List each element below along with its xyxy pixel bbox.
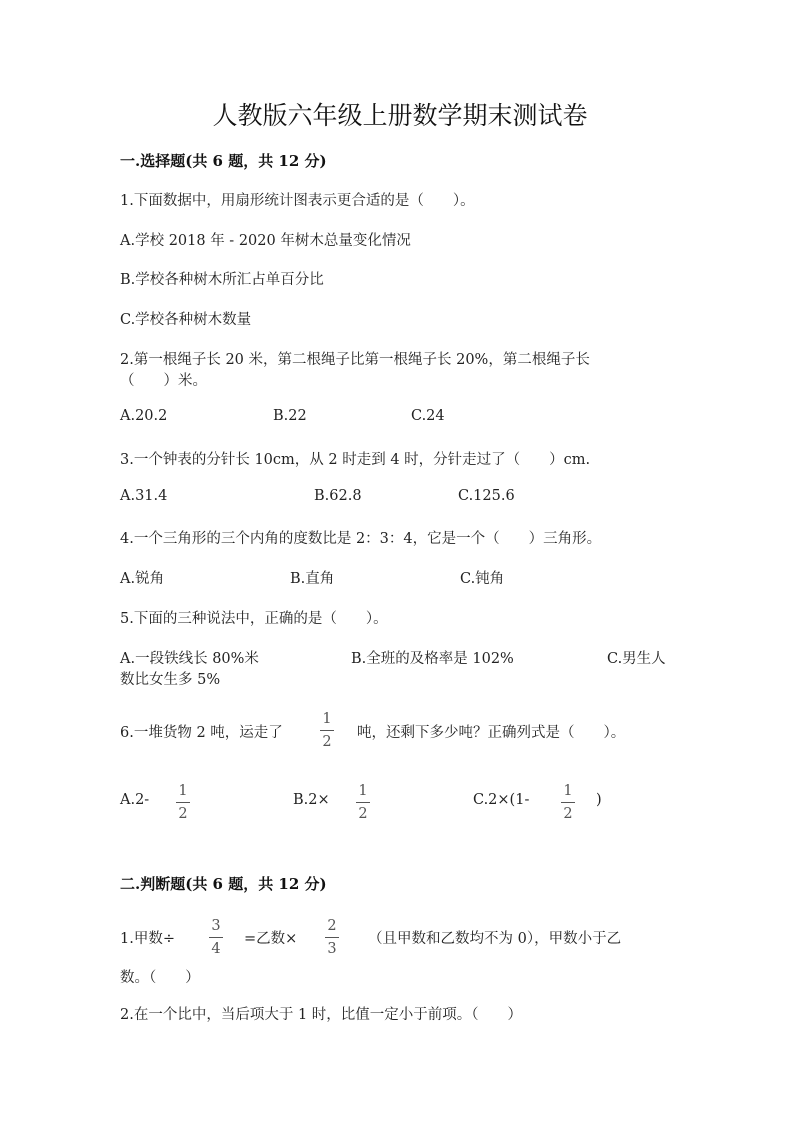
fraction-numerator: 1 — [563, 783, 573, 799]
question-5-option-b: B.全班的及格率是 102% — [351, 651, 514, 667]
question-3-option-c: C.125.6 — [458, 488, 515, 504]
question-5-option-c-line1: C.男生人 — [607, 651, 666, 667]
question-6-option-c-close: ) — [596, 792, 602, 808]
question-3-stem: 3.一个钟表的分针长 10cm，从 2 时走到 4 时，分针走过了（ ）cm. — [120, 452, 591, 468]
fraction-denominator: 3 — [327, 941, 337, 957]
fraction-bar — [561, 802, 575, 803]
question-3-option-b: B.62.8 — [314, 488, 362, 504]
question-5-option-c-line2: 数比女生多 5% — [120, 672, 221, 688]
judgment-1-post: （且甲数和乙数均不为 0），甲数小于乙 — [368, 931, 622, 947]
question-5-stem: 5.下面的三种说法中，正确的是（ ）。 — [120, 611, 388, 627]
fraction-denominator: 2 — [178, 806, 188, 822]
fraction-denominator: 2 — [322, 734, 332, 750]
question-2-stem-line1: 2.第一根绳子长 20 米，第二根绳子比第一根绳子长 20%，第二根绳子长 — [120, 352, 590, 368]
fraction-bar — [176, 802, 190, 803]
fraction-denominator: 2 — [563, 806, 573, 822]
question-4-stem: 4.一个三角形的三个内角的度数比是 2：3：4，它是一个（ ）三角形。 — [120, 531, 602, 547]
question-4-option-b: B.直角 — [290, 571, 335, 587]
fraction-denominator: 2 — [358, 806, 368, 822]
fraction-three-quarters — [209, 918, 223, 958]
question-2-option-c: C.24 — [411, 408, 445, 424]
fraction-numerator: 1 — [178, 783, 188, 799]
page-title: 人教版六年级上册数学期末测试卷 — [212, 101, 588, 130]
question-2-option-b: B.22 — [273, 408, 307, 424]
fraction-one-half — [561, 783, 575, 823]
question-2-stem-line2: （ ）米。 — [120, 373, 207, 389]
question-1-option-a: A.学校 2018 年 - 2020 年树木总量变化情况 — [120, 233, 411, 249]
question-1-option-c: C.学校各种树木数量 — [120, 312, 252, 328]
fraction-one-half — [176, 783, 190, 823]
fraction-numerator: 1 — [358, 783, 368, 799]
question-1-stem: 1.下面数据中，用扇形统计图表示更合适的是（ ）。 — [120, 193, 475, 209]
section-heading-judgment: 二.判断题(共 6 题，共 12 分) — [120, 875, 327, 893]
section-heading-choice: 一.选择题(共 6 题，共 12 分) — [120, 152, 327, 170]
fraction-numerator: 2 — [327, 918, 337, 934]
fraction-bar — [209, 937, 223, 938]
question-6-stem-pre: 6.一堆货物 2 吨，运走了 — [120, 725, 283, 741]
question-4-option-a: A.锐角 — [120, 571, 165, 587]
fraction-denominator: 4 — [211, 941, 221, 957]
fraction-bar — [320, 730, 334, 731]
judgment-1-mid: =乙数× — [244, 931, 298, 947]
fraction-two-thirds — [325, 918, 339, 958]
fraction-one-half — [356, 783, 370, 823]
fraction-bar — [325, 937, 339, 938]
judgment-1-pre: 1.甲数÷ — [120, 931, 175, 947]
question-6-stem-post: 吨，还剩下多少吨？正确列式是（ ）。 — [357, 725, 626, 741]
fraction-numerator: 1 — [322, 711, 332, 727]
question-6-option-b: B.2× — [293, 792, 330, 808]
fraction-one-half — [320, 711, 334, 751]
question-2-option-a: A.20.2 — [120, 408, 168, 424]
fraction-numerator: 3 — [211, 918, 221, 934]
question-4-option-c: C.钝角 — [460, 571, 505, 587]
question-5-option-a: A.一段铁线长 80%米 — [120, 651, 259, 667]
question-1-option-b: B.学校各种树木所汇占单百分比 — [120, 272, 324, 288]
fraction-bar — [356, 802, 370, 803]
judgment-1-line2: 数。（ ） — [120, 970, 200, 986]
question-3-option-a: A.31.4 — [120, 488, 168, 504]
question-6-option-c: C.2×(1- — [473, 792, 530, 808]
question-6-option-a: A.2- — [120, 792, 150, 808]
judgment-2-stem: 2.在一个比中，当后项大于 1 时，比值一定小于前项。（ ） — [120, 1007, 523, 1023]
